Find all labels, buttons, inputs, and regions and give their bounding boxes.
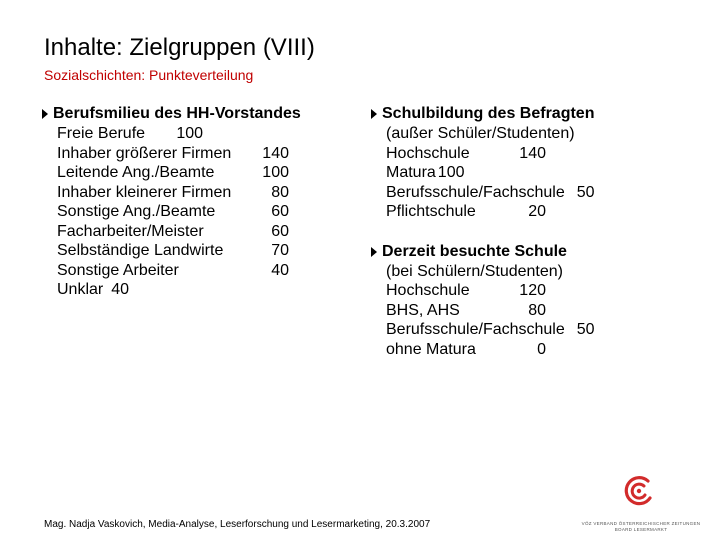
- item-label: Hochschule: [386, 144, 470, 162]
- item-value: 80: [271, 183, 289, 201]
- left-column: [40, 104, 340, 320]
- item-value: 0: [537, 340, 546, 358]
- item-label: Freie Berufe: [57, 125, 146, 142]
- list-item: [57, 163, 340, 183]
- footer-credit: Mag. Nadja Vaskovich, Media-Analyse, Leserforschung und Lesermarketing, 20.3.2007: [44, 519, 431, 530]
- item-value: 100: [437, 164, 465, 181]
- list-item: [386, 202, 669, 222]
- item-value: 140: [519, 144, 546, 162]
- item-value: 50: [576, 321, 595, 338]
- points-list: [386, 262, 669, 360]
- item-label: Sonstige Ang./Beamte: [57, 203, 216, 220]
- item-label: Facharbeiter/Meister: [57, 222, 204, 240]
- item-label: BHS, AHS: [386, 301, 460, 319]
- item-label: Inhaber kleinerer Firmen: [57, 183, 232, 201]
- list-item: [57, 222, 340, 242]
- item-label: Berufsschule/Fachschule: [386, 183, 565, 201]
- item-value: 50: [576, 183, 595, 201]
- section-heading-text: Berufsmilieu des HH-Vorstandes: [53, 105, 301, 122]
- list-item: [57, 144, 340, 164]
- section-derzeit-schule: [369, 242, 669, 360]
- item-value: 80: [528, 301, 546, 319]
- right-column: [369, 104, 669, 379]
- item-value: 140: [262, 144, 289, 162]
- section-schulbildung: [369, 104, 669, 222]
- item-value: 70: [271, 242, 289, 259]
- item-label: Matura: [386, 164, 436, 181]
- section-heading-text: Derzeit besuchte Schule: [382, 242, 567, 260]
- triangle-bullet-icon: [371, 247, 377, 257]
- logo-text: [566, 521, 716, 533]
- voez-logo-icon: [622, 474, 656, 508]
- list-item: [386, 183, 669, 203]
- logo-text-line1: VÖZ VERBAND ÖSTERREICHISCHER ZEITUNGEN: [581, 521, 701, 526]
- section-note: (bei Schülern/Studenten): [386, 262, 563, 280]
- item-label: Inhaber größerer Firmen: [57, 144, 232, 162]
- list-item: [57, 261, 340, 281]
- points-list: [386, 124, 669, 222]
- list-item: [57, 183, 340, 203]
- item-label: Hochschule: [386, 282, 470, 299]
- section-berufsmilieu: [40, 104, 340, 300]
- list-item: [57, 202, 340, 222]
- item-value: 100: [176, 125, 204, 142]
- list-item: [386, 320, 669, 340]
- item-value: 120: [519, 282, 546, 299]
- list-item: [386, 340, 669, 360]
- section-heading: [369, 242, 669, 262]
- section-note: (außer Schüler/Studenten): [386, 125, 575, 142]
- list-item: [386, 144, 669, 164]
- item-value: 60: [271, 222, 289, 240]
- item-label: Berufsschule/Fachschule: [386, 321, 565, 338]
- item-label: Selbständige Landwirte: [57, 242, 224, 259]
- item-value: 20: [528, 203, 546, 220]
- section-heading: [40, 104, 340, 124]
- list-item: [386, 301, 669, 321]
- logo-text-line2: BOARD LESERMARKT: [614, 527, 668, 532]
- list-item: [57, 124, 340, 144]
- item-label: ohne Matura: [386, 340, 476, 358]
- item-label: Leitende Ang./Beamte: [57, 164, 215, 181]
- item-label: Sonstige Arbeiter: [57, 261, 179, 279]
- triangle-bullet-icon: [371, 109, 377, 119]
- voez-logo: [560, 470, 720, 540]
- item-label: Pflichtschule: [386, 203, 476, 220]
- slide-subtitle: Sozialschichten: Punkteverteilung: [44, 67, 254, 83]
- slide-title: Inhalte: Zielgruppen (VIII): [44, 34, 315, 61]
- section-heading-text: Schulbildung des Befragten: [382, 105, 595, 122]
- item-value: 60: [271, 203, 289, 220]
- triangle-bullet-icon: [42, 109, 48, 119]
- list-item: [57, 280, 340, 300]
- list-item: [386, 281, 669, 301]
- points-list: [57, 124, 340, 300]
- item-value: 100: [262, 164, 289, 181]
- item-value: 40: [271, 261, 289, 279]
- list-item: [57, 241, 340, 261]
- item-value: 40: [111, 281, 130, 298]
- list-item: [386, 163, 669, 183]
- section-heading: [369, 104, 669, 124]
- item-label: Unklar: [57, 281, 104, 298]
